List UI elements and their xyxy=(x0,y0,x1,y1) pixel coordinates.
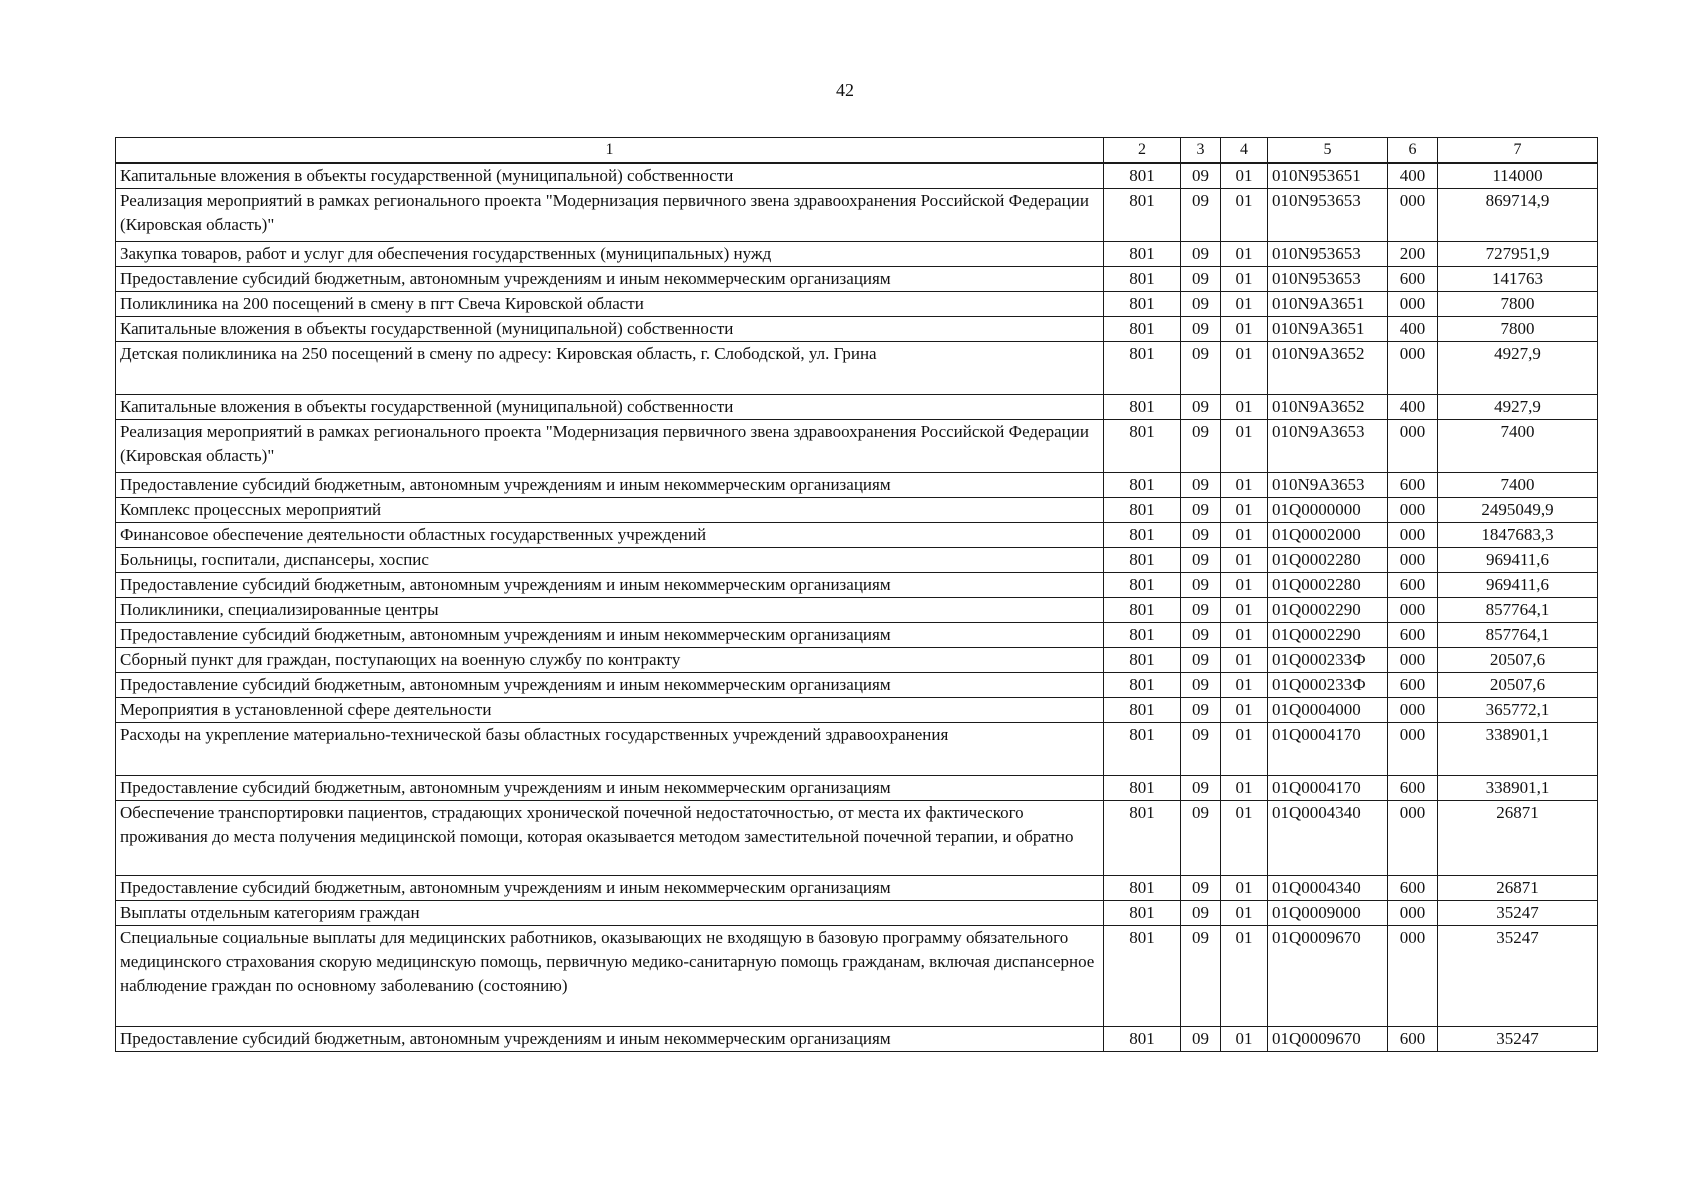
row-amount: 7800 xyxy=(1438,317,1598,342)
row-section-code: 09 xyxy=(1181,723,1221,776)
row-ministry-code: 801 xyxy=(1104,420,1181,473)
table-row xyxy=(116,163,1598,189)
row-target-article: 010N9A3653 xyxy=(1268,473,1388,498)
row-expense-type: 000 xyxy=(1388,698,1438,723)
row-expense-type: 000 xyxy=(1388,498,1438,523)
row-target-article: 010N9A3652 xyxy=(1268,342,1388,395)
table-row xyxy=(116,267,1598,292)
row-target-article: 010N953653 xyxy=(1268,189,1388,242)
row-amount: 20507,6 xyxy=(1438,648,1598,673)
row-expense-type: 600 xyxy=(1388,876,1438,901)
row-target-article: 01Q0009670 xyxy=(1268,1027,1388,1052)
table-row xyxy=(116,342,1598,395)
row-section-code: 09 xyxy=(1181,926,1221,1027)
row-amount: 7400 xyxy=(1438,473,1598,498)
row-ministry-code: 801 xyxy=(1104,723,1181,776)
row-expense-type: 600 xyxy=(1388,573,1438,598)
table-row xyxy=(116,420,1598,473)
row-subsection-code: 01 xyxy=(1221,395,1268,420)
row-ministry-code: 801 xyxy=(1104,776,1181,801)
table-row xyxy=(116,498,1598,523)
row-expense-type: 400 xyxy=(1388,163,1438,189)
row-section-code: 09 xyxy=(1181,573,1221,598)
row-amount: 4927,9 xyxy=(1438,395,1598,420)
row-section-code: 09 xyxy=(1181,267,1221,292)
row-name: Предоставление субсидий бюджетным, автономным учреждениям и иным некоммерческим организациям xyxy=(116,876,1104,901)
column-header-amount: 7 xyxy=(1438,138,1598,164)
row-subsection-code: 01 xyxy=(1221,876,1268,901)
row-name: Реализация мероприятий в рамках регионального проекта "Модернизация первичного звена здравоохранения Российской Федерации (Кировская область)" xyxy=(116,420,1104,473)
row-target-article: 010N9A3651 xyxy=(1268,292,1388,317)
row-subsection-code: 01 xyxy=(1221,420,1268,473)
row-ministry-code: 801 xyxy=(1104,163,1181,189)
row-target-article: 01Q0004340 xyxy=(1268,876,1388,901)
row-name: Капитальные вложения в объекты государственной (муниципальной) собственности xyxy=(116,163,1104,189)
row-name: Предоставление субсидий бюджетным, автономным учреждениям и иным некоммерческим организациям xyxy=(116,473,1104,498)
row-name: Поликлиники, специализированные центры xyxy=(116,598,1104,623)
row-name: Предоставление субсидий бюджетным, автономным учреждениям и иным некоммерческим организациям xyxy=(116,1027,1104,1052)
row-subsection-code: 01 xyxy=(1221,1027,1268,1052)
table-row xyxy=(116,292,1598,317)
row-ministry-code: 801 xyxy=(1104,473,1181,498)
row-ministry-code: 801 xyxy=(1104,926,1181,1027)
row-target-article: 01Q0002280 xyxy=(1268,548,1388,573)
row-ministry-code: 801 xyxy=(1104,395,1181,420)
table-row xyxy=(116,548,1598,573)
row-amount: 969411,6 xyxy=(1438,573,1598,598)
row-subsection-code: 01 xyxy=(1221,623,1268,648)
table-row xyxy=(116,473,1598,498)
row-subsection-code: 01 xyxy=(1221,267,1268,292)
row-ministry-code: 801 xyxy=(1104,267,1181,292)
row-amount: 26871 xyxy=(1438,876,1598,901)
table-row xyxy=(116,648,1598,673)
row-target-article: 01Q0002280 xyxy=(1268,573,1388,598)
table-row xyxy=(116,189,1598,242)
row-expense-type: 400 xyxy=(1388,317,1438,342)
row-target-article: 01Q0009000 xyxy=(1268,901,1388,926)
row-expense-type: 000 xyxy=(1388,189,1438,242)
row-name: Мероприятия в установленной сфере деятельности xyxy=(116,698,1104,723)
row-subsection-code: 01 xyxy=(1221,548,1268,573)
row-ministry-code: 801 xyxy=(1104,342,1181,395)
row-ministry-code: 801 xyxy=(1104,498,1181,523)
row-target-article: 01Q000233Ф xyxy=(1268,648,1388,673)
table-row xyxy=(116,395,1598,420)
row-name: Предоставление субсидий бюджетным, автономным учреждениям и иным некоммерческим организациям xyxy=(116,776,1104,801)
row-subsection-code: 01 xyxy=(1221,292,1268,317)
table-header-row xyxy=(116,138,1598,164)
row-name: Реализация мероприятий в рамках регионального проекта "Модернизация первичного звена здравоохранения Российской Федерации (Кировская область)" xyxy=(116,189,1104,242)
row-ministry-code: 801 xyxy=(1104,623,1181,648)
row-ministry-code: 801 xyxy=(1104,876,1181,901)
row-target-article: 01Q0002290 xyxy=(1268,598,1388,623)
row-section-code: 09 xyxy=(1181,292,1221,317)
row-ministry-code: 801 xyxy=(1104,648,1181,673)
row-section-code: 09 xyxy=(1181,623,1221,648)
row-name: Закупка товаров, работ и услуг для обеспечения государственных (муниципальных) нужд xyxy=(116,242,1104,267)
row-ministry-code: 801 xyxy=(1104,573,1181,598)
row-target-article: 010N9A3651 xyxy=(1268,317,1388,342)
row-expense-type: 000 xyxy=(1388,420,1438,473)
row-target-article: 01Q0009670 xyxy=(1268,926,1388,1027)
row-target-article: 01Q0002290 xyxy=(1268,623,1388,648)
row-target-article: 01Q0004000 xyxy=(1268,698,1388,723)
row-amount: 2495049,9 xyxy=(1438,498,1598,523)
row-expense-type: 200 xyxy=(1388,242,1438,267)
row-subsection-code: 01 xyxy=(1221,189,1268,242)
row-target-article: 01Q0002000 xyxy=(1268,523,1388,548)
row-expense-type: 000 xyxy=(1388,342,1438,395)
row-section-code: 09 xyxy=(1181,598,1221,623)
row-amount: 7800 xyxy=(1438,292,1598,317)
row-ministry-code: 801 xyxy=(1104,523,1181,548)
row-subsection-code: 01 xyxy=(1221,926,1268,1027)
row-name: Предоставление субсидий бюджетным, автономным учреждениям и иным некоммерческим организациям xyxy=(116,673,1104,698)
row-expense-type: 000 xyxy=(1388,548,1438,573)
row-ministry-code: 801 xyxy=(1104,317,1181,342)
row-ministry-code: 801 xyxy=(1104,1027,1181,1052)
row-expense-type: 600 xyxy=(1388,776,1438,801)
row-subsection-code: 01 xyxy=(1221,342,1268,395)
row-amount: 857764,1 xyxy=(1438,598,1598,623)
table-row xyxy=(116,876,1598,901)
row-target-article: 01Q000233Ф xyxy=(1268,673,1388,698)
table-row xyxy=(116,623,1598,648)
column-header-subsection: 4 xyxy=(1221,138,1268,164)
row-amount: 869714,9 xyxy=(1438,189,1598,242)
table-row xyxy=(116,317,1598,342)
row-amount: 114000 xyxy=(1438,163,1598,189)
row-subsection-code: 01 xyxy=(1221,573,1268,598)
row-name: Детская поликлиника на 250 посещений в смену по адресу: Кировская область, г. Слободской, ул. Грина xyxy=(116,342,1104,395)
column-header-target-article: 5 xyxy=(1268,138,1388,164)
row-ministry-code: 801 xyxy=(1104,801,1181,876)
table-row xyxy=(116,926,1598,1027)
row-section-code: 09 xyxy=(1181,776,1221,801)
row-subsection-code: 01 xyxy=(1221,242,1268,267)
row-amount: 35247 xyxy=(1438,901,1598,926)
row-name: Предоставление субсидий бюджетным, автономным учреждениям и иным некоммерческим организациям xyxy=(116,623,1104,648)
row-expense-type: 600 xyxy=(1388,623,1438,648)
table-row xyxy=(116,242,1598,267)
row-target-article: 010N9A3653 xyxy=(1268,420,1388,473)
table-row xyxy=(116,573,1598,598)
row-amount: 365772,1 xyxy=(1438,698,1598,723)
row-ministry-code: 801 xyxy=(1104,189,1181,242)
row-subsection-code: 01 xyxy=(1221,163,1268,189)
row-expense-type: 000 xyxy=(1388,292,1438,317)
row-section-code: 09 xyxy=(1181,342,1221,395)
row-ministry-code: 801 xyxy=(1104,598,1181,623)
row-subsection-code: 01 xyxy=(1221,498,1268,523)
row-amount: 338901,1 xyxy=(1438,776,1598,801)
row-expense-type: 000 xyxy=(1388,598,1438,623)
row-amount: 727951,9 xyxy=(1438,242,1598,267)
row-subsection-code: 01 xyxy=(1221,776,1268,801)
row-section-code: 09 xyxy=(1181,648,1221,673)
row-name: Финансовое обеспечение деятельности областных государственных учреждений xyxy=(116,523,1104,548)
table-row xyxy=(116,598,1598,623)
row-target-article: 01Q0004170 xyxy=(1268,776,1388,801)
row-expense-type: 600 xyxy=(1388,673,1438,698)
row-expense-type: 000 xyxy=(1388,523,1438,548)
column-header-expense-type: 6 xyxy=(1388,138,1438,164)
row-section-code: 09 xyxy=(1181,1027,1221,1052)
row-name: Обеспечение транспортировки пациентов, страдающих хронической почечной недостаточностью, от места их фактического проживания до места получения медицинской помощи, которая оказывается методом заместительной почечной терапии, и обратно xyxy=(116,801,1104,876)
row-expense-type: 600 xyxy=(1388,473,1438,498)
column-header-ministry: 2 xyxy=(1104,138,1181,164)
row-name: Специальные социальные выплаты для медицинских работников, оказывающих не входящую в базовую программу обязательного медицинского страхования скорую медицинскую помощь, первичную медико-санитарную помощь гражданам, включая диспансерное наблюдение граждан по основному заболеванию (состоянию) xyxy=(116,926,1104,1027)
row-section-code: 09 xyxy=(1181,876,1221,901)
row-amount: 35247 xyxy=(1438,1027,1598,1052)
row-section-code: 09 xyxy=(1181,801,1221,876)
row-target-article: 010N953653 xyxy=(1268,242,1388,267)
row-section-code: 09 xyxy=(1181,473,1221,498)
row-subsection-code: 01 xyxy=(1221,473,1268,498)
table-row xyxy=(116,723,1598,776)
row-subsection-code: 01 xyxy=(1221,698,1268,723)
row-ministry-code: 801 xyxy=(1104,901,1181,926)
row-target-article: 010N953653 xyxy=(1268,267,1388,292)
row-name: Капитальные вложения в объекты государственной (муниципальной) собственности xyxy=(116,395,1104,420)
row-amount: 1847683,3 xyxy=(1438,523,1598,548)
budget-table xyxy=(115,137,1598,1052)
row-amount: 20507,6 xyxy=(1438,673,1598,698)
row-target-article: 01Q0004170 xyxy=(1268,723,1388,776)
row-expense-type: 400 xyxy=(1388,395,1438,420)
table-row xyxy=(116,901,1598,926)
row-ministry-code: 801 xyxy=(1104,698,1181,723)
row-section-code: 09 xyxy=(1181,673,1221,698)
row-expense-type: 000 xyxy=(1388,648,1438,673)
row-expense-type: 000 xyxy=(1388,801,1438,876)
row-amount: 338901,1 xyxy=(1438,723,1598,776)
row-ministry-code: 801 xyxy=(1104,242,1181,267)
row-amount: 969411,6 xyxy=(1438,548,1598,573)
row-ministry-code: 801 xyxy=(1104,548,1181,573)
row-section-code: 09 xyxy=(1181,242,1221,267)
row-section-code: 09 xyxy=(1181,163,1221,189)
row-section-code: 09 xyxy=(1181,523,1221,548)
page-number: 42 xyxy=(836,80,854,100)
row-section-code: 09 xyxy=(1181,189,1221,242)
row-ministry-code: 801 xyxy=(1104,292,1181,317)
row-name: Капитальные вложения в объекты государственной (муниципальной) собственности xyxy=(116,317,1104,342)
row-subsection-code: 01 xyxy=(1221,317,1268,342)
row-name: Предоставление субсидий бюджетным, автономным учреждениям и иным некоммерческим организациям xyxy=(116,267,1104,292)
row-name: Сборный пункт для граждан, поступающих на военную службу по контракту xyxy=(116,648,1104,673)
row-amount: 26871 xyxy=(1438,801,1598,876)
row-section-code: 09 xyxy=(1181,548,1221,573)
row-subsection-code: 01 xyxy=(1221,801,1268,876)
row-name: Комплекс процессных мероприятий xyxy=(116,498,1104,523)
row-name: Поликлиника на 200 посещений в смену в пгт Свеча Кировской области xyxy=(116,292,1104,317)
table-row xyxy=(116,1027,1598,1052)
row-name: Расходы на укрепление материально-технической базы областных государственных учреждений здравоохранения xyxy=(116,723,1104,776)
row-target-article: 01Q0000000 xyxy=(1268,498,1388,523)
row-section-code: 09 xyxy=(1181,901,1221,926)
row-target-article: 010N9A3652 xyxy=(1268,395,1388,420)
table-row xyxy=(116,698,1598,723)
row-subsection-code: 01 xyxy=(1221,523,1268,548)
row-name: Выплаты отдельным категориям граждан xyxy=(116,901,1104,926)
row-amount: 857764,1 xyxy=(1438,623,1598,648)
row-section-code: 09 xyxy=(1181,317,1221,342)
row-subsection-code: 01 xyxy=(1221,648,1268,673)
row-target-article: 01Q0004340 xyxy=(1268,801,1388,876)
row-name: Предоставление субсидий бюджетным, автономным учреждениям и иным некоммерческим организациям xyxy=(116,573,1104,598)
row-amount: 141763 xyxy=(1438,267,1598,292)
table-row xyxy=(116,673,1598,698)
column-header-name: 1 xyxy=(116,138,1104,164)
table-row xyxy=(116,523,1598,548)
row-section-code: 09 xyxy=(1181,698,1221,723)
row-subsection-code: 01 xyxy=(1221,598,1268,623)
row-ministry-code: 801 xyxy=(1104,673,1181,698)
row-expense-type: 600 xyxy=(1388,267,1438,292)
row-expense-type: 000 xyxy=(1388,901,1438,926)
row-section-code: 09 xyxy=(1181,395,1221,420)
table-row xyxy=(116,801,1598,876)
column-header-section: 3 xyxy=(1181,138,1221,164)
row-subsection-code: 01 xyxy=(1221,673,1268,698)
row-section-code: 09 xyxy=(1181,498,1221,523)
row-subsection-code: 01 xyxy=(1221,901,1268,926)
row-amount: 7400 xyxy=(1438,420,1598,473)
row-amount: 35247 xyxy=(1438,926,1598,1027)
row-amount: 4927,9 xyxy=(1438,342,1598,395)
row-expense-type: 600 xyxy=(1388,1027,1438,1052)
table-row xyxy=(116,776,1598,801)
row-expense-type: 000 xyxy=(1388,926,1438,1027)
row-name: Больницы, госпитали, диспансеры, хоспис xyxy=(116,548,1104,573)
row-subsection-code: 01 xyxy=(1221,723,1268,776)
row-target-article: 010N953651 xyxy=(1268,163,1388,189)
row-section-code: 09 xyxy=(1181,420,1221,473)
row-expense-type: 000 xyxy=(1388,723,1438,776)
